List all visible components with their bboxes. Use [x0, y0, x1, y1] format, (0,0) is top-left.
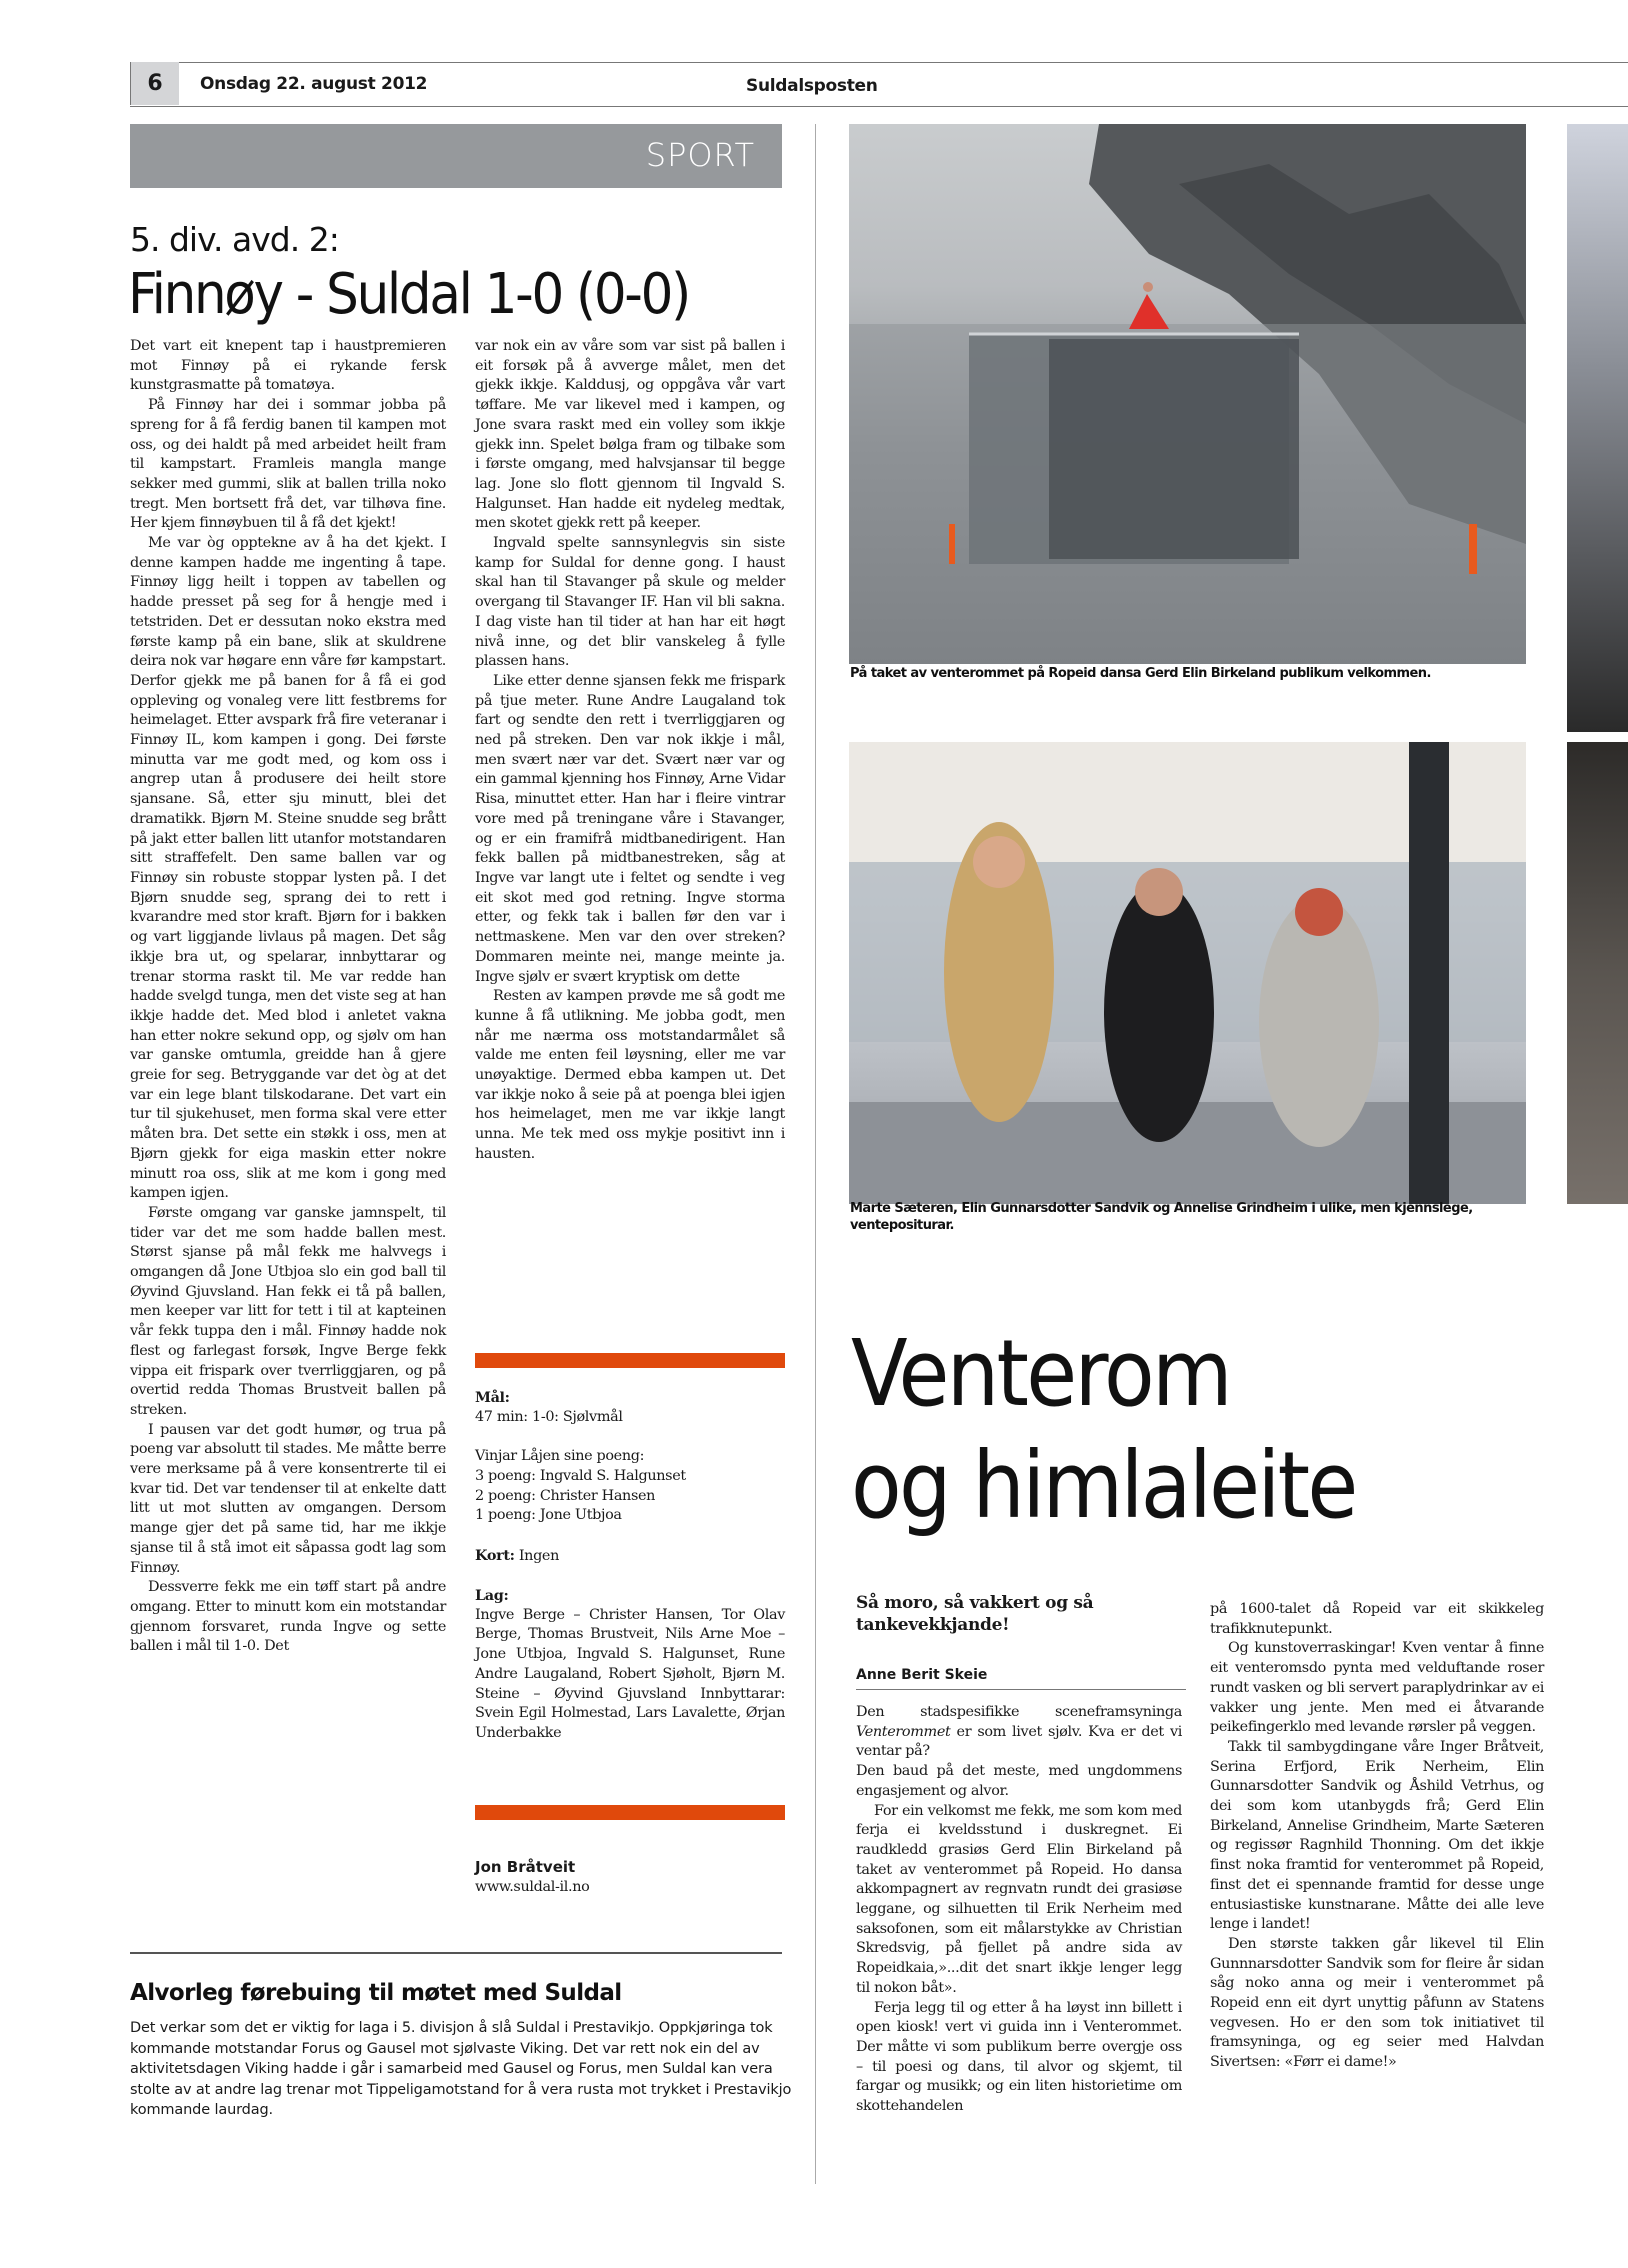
dancer-black-dress	[1104, 882, 1214, 1142]
intro-text: er som livet sjølv. Kva er det vi ventar på?	[856, 1723, 1182, 1760]
dancer-head	[973, 836, 1025, 888]
dancer-red-dress	[1129, 294, 1169, 329]
show-title: Venterommet	[856, 1723, 951, 1740]
article-headline: Finnøy - Suldal 1-0 (0-0)	[128, 262, 689, 327]
cards-text: Ingen	[514, 1547, 560, 1564]
feature-author: Anne Berit Skeie	[856, 1665, 1186, 1690]
paragraph: Den største takken går likevel til Elin Gunnnarsdotter Sandvik som for fleire år sidan såg noko anna og meir i venterommet på Ropeid enn eit dyrt unyttig påfunn av Statens vegvesen. Ho er den som tok initiativet til framsyninga, og eg seier med Halvdan Sivertsen: «Førr ei dame!»	[1210, 1935, 1544, 2071]
paragraph: Første omgang var ganske jamnspelt, til tider var det me som hadde ballen mest. Størst sjanse på mål fekk me halvvegs i omgangen då Jone Utbjoa slo ein god ball til Øyvind Gjuvsland. Han fekk ei tå på ballen, men keeper var litt for tett i til at kapteinen vår fekk tuppa den i mål. Finnøy hadde nok flest og farlegast forsøk, Ingve Berge fekk vippa eit frispark over tverrliggjaren, og på overtid redda Thomas Brustveit ballen på streken.	[130, 1204, 446, 1418]
byline	[475, 1857, 785, 1897]
club-url[interactable]: www.suldal-il.no	[475, 1879, 590, 1895]
photo-waiting-room-roof	[849, 124, 1526, 664]
photo-caption: På taket av venterommet på Ropeid dansa Gerd Elin Birkeland publikum velkommen.	[850, 666, 1431, 681]
photo-illustration	[849, 124, 1526, 664]
feature-column-1	[856, 1703, 1182, 2117]
paragraph: I pausen var det godt humør, og trua på poeng var absolutt til stades. Me måtte berre vere merksame på å vere konsentrerte til ei kvar tid. Det var tendenser til at enkelte datt litt ut mot slutten av omgangen. Dersom mange gjer det på same tid, har me ikkje sjanse til å stå imot eit såpassa godt lag som Finnøy.	[130, 1421, 446, 1576]
paragraph: Ingvald spelte sannsynlegvis sin siste kamp for Suldal for denne gong. I haust skal han til Stavanger på skule og melder overgang til Stavanger IF. Han vil bli sakna. I dag viste han til tider at han har eit høgt nivå inne, og det blir vanskeleg å fylle plassen hans.	[475, 535, 785, 670]
paragraph: Dessverre fekk me ein tøff start på andre omgang. Etter to minutt kom ein motstandar gjennom forsvaret, runda Ingve og sette ballen i mål til 1-0. Det	[130, 1579, 446, 1655]
paragraph: Ferja legg til og etter å ha løyst inn billett i open kiosk! vert vi guida inn i Venterommet. Der måtte vi som publikum berre overgje oss – til poesi og dans, til alvor og skjemt, til fargar og musikk; og ein liten historietime om skottehandelen	[856, 1999, 1182, 2115]
paragraph: Takk til sambygdingane våre Inger Bråtveit, Serina Erfjord, Erik Nerheim, Elin Gunnarsdotter Sandvik og Åshild Vetrhus, og dei som kom utanbygds frå; Gerd Elin Birkeland, Annelise Grindheim, Marte Sæteren og regissør Ragnhild Thonning. Om det ikkje finst noka framtid for venterommet på Ropeid, finst det ei spennande framtid for desse unge entusiastiske kunstnarane. Måtte dei alle leve lenge i landet!	[1210, 1738, 1544, 1933]
section-bar	[130, 124, 782, 188]
photo-three-dancers	[849, 742, 1526, 1204]
paragraph: Det vart eit knepent tap i haustpremieren mot Finnøy på ei rykande fersk kunstgrasmatte på tomatøya.	[130, 338, 446, 394]
photo-caption: Marte Sæteren, Elin Gunnarsdotter Sandvik og Annelise Grindheim i ulike, men kjennslege, ventepositurar.	[850, 1201, 1473, 1233]
traffic-barrier	[949, 524, 955, 564]
paragraph: På Finnøy har dei i sommar jobba på spreng for å få ferdig banen til kampen mot oss, og dei haldt på med arbeidet heilt fram til kampstart. Framleis mangla mange sekker med gummi, slik at ballen trilla noko tregt. Men bortsett frå det, var tilhøva fine. Her kjem finnøybuen til å få det kjekt!	[130, 397, 446, 532]
article-kicker: 5. div. avd. 2:	[130, 220, 339, 259]
dancer-head	[1143, 282, 1153, 292]
goals-text: 47 min: 1-0: Sjølvmål	[475, 1408, 623, 1425]
glass-building-front	[1049, 339, 1299, 559]
feature-headline	[851, 1318, 1356, 1542]
pillar	[1409, 742, 1449, 1204]
team-text: Ingve Berge – Christer Hansen, Tor Olav Berge, Thomas Brustveit, Nils Arne Moe – Jone Utbjoa, Ingvald S. Halgunset, Rune Andre Laugaland, Robert Sjøholt, Bjørn M. Steine – Øyvind Gjuvsland Innbyttarar: Svein Egil Holmestad, Lars Lavalette, Ørjan Underbakke	[475, 1606, 785, 1741]
column-divider	[815, 124, 816, 2184]
page-number: 6	[130, 62, 179, 105]
dancer-head	[1135, 868, 1183, 916]
points-item: 2 poeng: Christer Hansen	[475, 1487, 656, 1504]
section-label: SPORT	[645, 136, 755, 174]
feature-subtitle: Så moro, så vakkert og så tankevekkjande!	[856, 1593, 1094, 1635]
paragraph: Resten av kampen prøvde me så godt me kunne å få utlikning. Me jobba godt, men når me nærma oss motstandarmålet så valde me enten feil løysning, eller me var unøyaktige. Dermed ebba kampen ut. Det var ikkje noko å seie på at poenga blei igjen hos heimelaget, men me var ikkje langt unna. Me tek med oss mykje positivt inn i hausten.	[475, 988, 785, 1162]
byline-author: Jon Bråtveit	[475, 1858, 576, 1876]
newspaper-name: Suldalsposten	[746, 76, 878, 96]
cards-label: Kort:	[475, 1546, 515, 1564]
paragraph: Den baud på det meste, med ungdommens engasjement og alvor.	[856, 1763, 1182, 1799]
article-column-2	[475, 337, 785, 1165]
paragraph: på 1600-talet då Ropeid var eit skikkeleg trafikknutepunkt.	[1210, 1601, 1544, 1637]
feature-headline-line: og himlaleite	[851, 1432, 1356, 1539]
feature-headline-line: Venterom	[851, 1320, 1230, 1427]
points-label: Vinjar Låjen sine poeng:	[475, 1448, 645, 1465]
article-column-1	[130, 337, 446, 1657]
paragraph: Like etter denne sjansen fekk me frispark på tjue meter. Rune Andre Laugaland tok fart og sendte den rett i tverrliggjaren og ned på streken. Den var nok ikkje i mål, men svært nær var det. Svært nær var og ein gammal kjenning hos Finnøy, Arne Vidar Risa, minuttet etter. Han har i fleire vintrar vore med på treningane våre i Stavanger, og er ein framifrå midtbanedirigent. Han fekk ballen på midtbanestreken, såg at Ingve var langt ute i feltet og sendte i veg eit skot med god retning. Ingve storma etter, og fekk tak i ballen før den var i nettmaskene. Men var den over streken? Dommaren meinte nei, mange meinte ja. Ingve sjølv er svært kryptisk om dette	[475, 672, 785, 985]
intro-text: Den stadspesifikke sceneframsyninga	[856, 1704, 1182, 1720]
team-label: Lag:	[475, 1586, 509, 1604]
traffic-barrier	[1469, 524, 1477, 574]
adjacent-photo-edge	[1567, 124, 1628, 732]
brief-headline: Alvorleg førebuing til møtet med Suldal	[130, 1980, 622, 2006]
points-item: 1 poeng: Jone Utbjoa	[475, 1507, 622, 1524]
paragraph	[856, 1703, 1182, 1762]
adjacent-photo-edge	[1567, 742, 1628, 1204]
paragraph: Og kunstoverraskingar! Kven ventar å finne eit venteromsdo pynta med velduftande roser rundt vasken og bli servert paraplydrinkar av ei vakker ung jente. Men med ei åtvarande peikefingerklo med levande rørsler på veggen.	[1210, 1640, 1544, 1736]
match-facts	[475, 1388, 785, 1763]
dancer-head-red-hair	[1295, 888, 1343, 936]
photo-illustration	[849, 742, 1526, 1204]
paragraph: Me var òg opptekne av å ha det kjekt. I denne kampen hadde me ingenting å tape. Finnøy ligg heilt i toppen av tabellen og hadde presset på seg for å hengje med i tetstriden. Det er dessutan noko ekstra med første kamp på ein bane, slik at skuldrene deira nok var høgare enn våre før kampstart. Derfor gjekk me på banen for å få ei god oppleving og vonaleg vere litt festbrems for heimelaget. Etter avspark frå fire veteranar i Finnøy IL, kom kampen i gong. Dei første minutta var me godt med, og kom oss i angrep utan å produsere dei heilt store sjansane. Så, etter sju minutt, blei det dramatikk. Bjørn M. Steine snudde seg brått på jakt etter ballen litt utanfor motstandaren sitt straffefelt. Den same ballen var og Finnøy sin robuste stoppar lysten på. I det Bjørn snudde seg, sprang dei to rett i kvarandre med stor kraft. Bjørn for i bakken og vart liggjande livlaus på magen. Det såg ikkje bra ut, og spelarar, innbyttarar og trenar storma raskt til. Me var redde han hadde svelgd tunga, men det viste seg at han ikkje hadde det. Med blod i anletet vakna han etter nokre sekund opp, og sjølv om han var ganske omtumla, greidde han å gjere greie for seg. Betryggande var det òg at det var ein lege blant tilskodarane. Det vart ein tur til sjukehuset, men forma skal vere etter måten bra. Det sette ein støkk i oss, men at Bjørn gjekk for eiga maskin etter nokre minutt roa oss, slik at me kom i gong med kampen igjen.	[130, 535, 446, 1202]
goals-label: Mål:	[475, 1389, 510, 1406]
accent-rule	[475, 1805, 785, 1820]
accent-rule	[475, 1353, 785, 1368]
paragraph: For ein velkomst me fekk, me som kom med ferja ei kveldsstund i duskregnet. Ei raudkledd grasiøs Gerd Elin Birkeland på taket av venterommet på Ropeid. Ho dansa akkompagnert av regnvatn rundt dei grasiøse leggane, og silhuetten til Erik Nerheim med saksofonen, som eit målarstykke av Christian Skredsvig, på fjellet på andre sida av Ropeidkaia,»...dit det snart ikkje lenger legg til nokon båt».	[856, 1802, 1182, 1996]
feature-column-2	[1210, 1600, 1544, 2073]
paragraph: var nok ein av våre som var sist på ballen i eit forsøk på å avverge målet, men det gjekk ikkje. Kalddusj, og oppgåva vår vart tøffare. Me var likevel med i kampen, og Jone svara raskt med ein volley som ikkje gjekk inn. Spelet bølga fram og tilbake som i første omgang, med halvsjansar til begge lag. Jone slo flott gjennom til Ingvald S. Halgunset. Han hadde eit nydeleg medtak, men skotet gjekk rett på keeper.	[475, 338, 785, 532]
brief-body: Det verkar som det er viktig for laga i 5. divisjon å slå Suldal i Prestavikjo. Oppkjøringa tok kommande motstandar Forus og Gausel mot sjølvaste Viking. Det var rett nok ein del av aktivitetsdagen Viking hadde i går i samarbeid med Gausel og Forus, men Suldal kan vera stolte av at andre lag trenar mot Tippeligamotstand for å vera rusta mot trykket i Prestavikjo kommande laurdag.	[130, 2020, 792, 2118]
divider	[130, 1952, 782, 1954]
issue-date: Onsdag 22. august 2012	[200, 74, 428, 94]
points-item: 3 poeng: Ingvald S. Halgunset	[475, 1467, 686, 1484]
